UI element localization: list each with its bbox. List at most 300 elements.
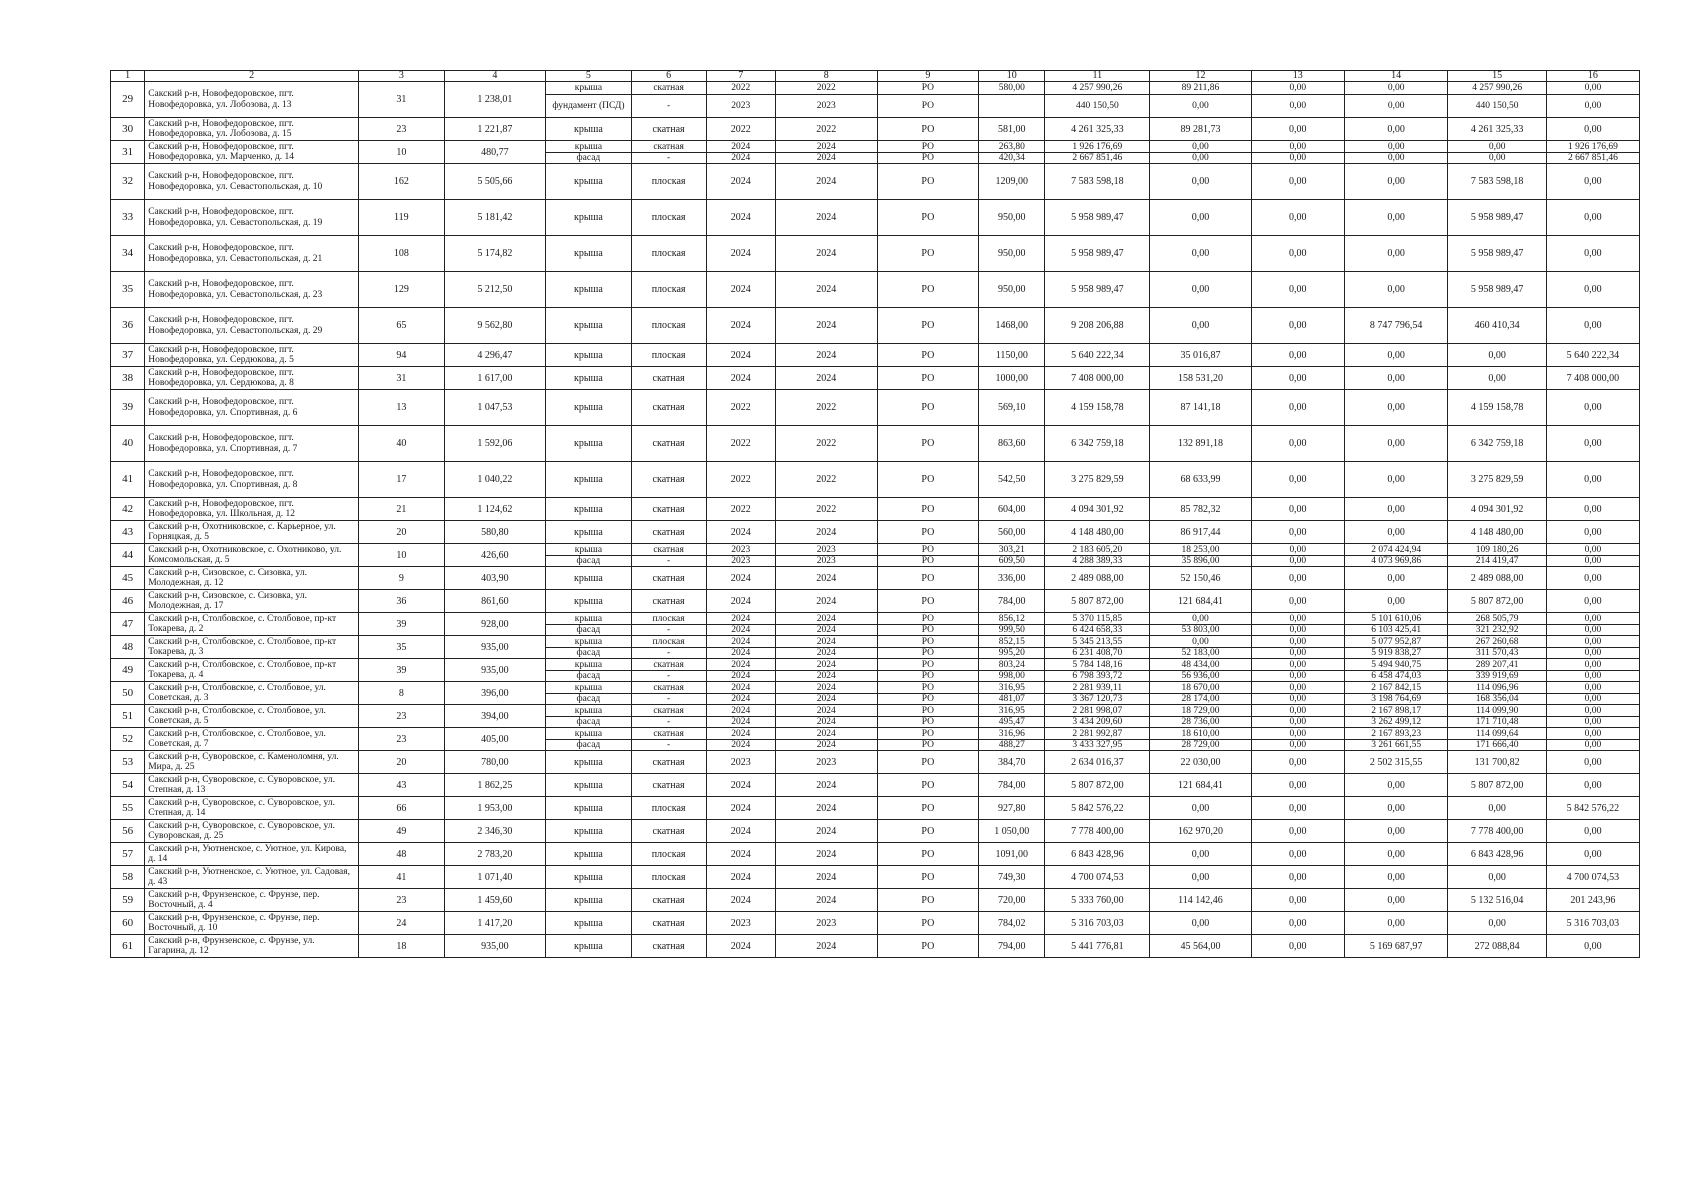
value-cell-c5: крыша [546,390,632,426]
value-cell-c5: крыша [546,935,632,958]
value-cell-c16: 5 640 222,34 [1546,344,1639,367]
value-cell-c9: РО [877,164,979,200]
value-cell-c11: 5 333 760,00 [1045,889,1150,912]
table-row [111,866,1640,889]
value-cell-c6: плоская [631,200,706,236]
value-cell-c15: 339 919,69 [1448,671,1546,682]
address-cell: Сакский р-н, Охотниковское, с. Карьерное, ул. Горняцкая, д. 5 [145,521,359,544]
value-cell-c5: крыша [546,912,632,935]
value-cell-c6: скатная [631,367,706,390]
value-cell-c14: 2 502 315,55 [1344,751,1448,774]
area-cell: 1 071,40 [444,866,546,889]
value-cell-c13: 0,00 [1251,82,1344,95]
value-cell-c7: 2024 [706,740,776,751]
value-cell-c11: 5 640 222,34 [1045,344,1150,367]
area-cell: 9 562,80 [444,308,546,344]
value-cell-c6: плоская [631,236,706,272]
value-cell-c15: 0,00 [1448,912,1546,935]
value-cell-c8: 2023 [776,751,878,774]
value-cell-c9: РО [877,236,979,272]
area-cell: 1 953,00 [444,797,546,820]
value-cell-c8: 2024 [776,774,878,797]
value-cell-c16: 1 926 176,69 [1546,141,1639,153]
value-cell-c8: 2022 [776,426,878,462]
value-cell-c10: 784,00 [979,774,1045,797]
value-cell-c10: 852,15 [979,636,1045,648]
value-cell-c12: 0,00 [1150,153,1252,164]
table-row [111,82,1640,95]
area-cell: 928,00 [444,613,546,636]
value-cell-c14: 0,00 [1344,462,1448,498]
value-cell-c14: 0,00 [1344,153,1448,164]
value-cell-c14: 0,00 [1344,367,1448,390]
value-cell-c7: 2023 [706,95,776,118]
value-cell-c7: 2024 [706,625,776,636]
value-cell-c6: скатная [631,567,706,590]
value-cell-c10: 604,00 [979,498,1045,521]
value-cell-c16: 0,00 [1546,308,1639,344]
area-cell: 1 617,00 [444,367,546,390]
value-cell-c7: 2024 [706,236,776,272]
value-cell-c16: 0,00 [1546,590,1639,613]
apartments-count-cell: 8 [359,682,445,705]
table-row [111,567,1640,590]
value-cell-c14: 0,00 [1344,590,1448,613]
value-cell-c7: 2024 [706,590,776,613]
area-cell: 1 047,53 [444,390,546,426]
value-cell-c15: 440 150,50 [1448,95,1546,118]
area-cell: 580,80 [444,521,546,544]
value-cell-c7: 2024 [706,344,776,367]
value-cell-c15: 109 180,26 [1448,544,1546,556]
address-cell: Сакский р-н, Новофедоровское, пгт. Новофедоровка, ул. Севастопольская, д. 10 [145,164,359,200]
value-cell-c9: РО [877,636,979,648]
row-number-cell: 52 [111,728,145,751]
value-cell-c9: РО [877,521,979,544]
value-cell-c16: 0,00 [1546,648,1639,659]
value-cell-c9: РО [877,390,979,426]
apartments-count-cell: 20 [359,751,445,774]
value-cell-c5: фасад [546,556,632,567]
value-cell-c6: - [631,556,706,567]
address-cell: Сакский р-н, Новофедоровское, пгт. Новофедоровка, ул. Сердюкова, д. 8 [145,367,359,390]
document-sheet [110,70,1640,958]
value-cell-c12: 0,00 [1150,912,1252,935]
value-cell-c15: 0,00 [1448,866,1546,889]
value-cell-c6: скатная [631,659,706,671]
value-cell-c15: 6 342 759,18 [1448,426,1546,462]
apartments-count-cell: 21 [359,498,445,521]
apartments-count-cell: 66 [359,797,445,820]
value-cell-c13: 0,00 [1251,118,1344,141]
value-cell-c11: 5 807 872,00 [1045,590,1150,613]
value-cell-c5: крыша [546,118,632,141]
value-cell-c10: 316,96 [979,728,1045,740]
value-cell-c14: 5 077 952,87 [1344,636,1448,648]
value-cell-c11: 6 843 428,96 [1045,843,1150,866]
value-cell-c11: 5 316 703,03 [1045,912,1150,935]
value-cell-c10: 263,80 [979,141,1045,153]
value-cell-c7: 2024 [706,308,776,344]
value-cell-c12: 45 564,00 [1150,935,1252,958]
value-cell-c5: крыша [546,236,632,272]
value-cell-c15: 114 099,64 [1448,728,1546,740]
value-cell-c15: 4 148 480,00 [1448,521,1546,544]
value-cell-c11: 1 926 176,69 [1045,141,1150,153]
value-cell-c8: 2024 [776,521,878,544]
value-cell-c10: 749,30 [979,866,1045,889]
row-number-cell: 45 [111,567,145,590]
value-cell-c16: 0,00 [1546,774,1639,797]
value-cell-c15: 7 778 400,00 [1448,820,1546,843]
value-cell-c5: крыша [546,82,632,95]
table-row [111,164,1640,200]
value-cell-c9: РО [877,820,979,843]
value-cell-c13: 0,00 [1251,717,1344,728]
row-number-cell: 42 [111,498,145,521]
value-cell-c11: 5 370 115,85 [1045,613,1150,625]
value-cell-c11: 5 441 776,81 [1045,935,1150,958]
area-cell: 861,60 [444,590,546,613]
value-cell-c12: 0,00 [1150,272,1252,308]
value-cell-c14: 0,00 [1344,498,1448,521]
value-cell-c16: 0,00 [1546,935,1639,958]
value-cell-c12: 18 253,00 [1150,544,1252,556]
value-cell-c14: 2 167 898,17 [1344,705,1448,717]
value-cell-c10: 569,10 [979,390,1045,426]
value-cell-c14: 0,00 [1344,820,1448,843]
value-cell-c7: 2024 [706,200,776,236]
value-cell-c15: 460 410,34 [1448,308,1546,344]
value-cell-c6: плоская [631,797,706,820]
value-cell-c11: 4 288 389,33 [1045,556,1150,567]
value-cell-c14: 2 167 893,23 [1344,728,1448,740]
value-cell-c7: 2022 [706,426,776,462]
value-cell-c13: 0,00 [1251,153,1344,164]
apartments-count-cell: 41 [359,866,445,889]
value-cell-c8: 2024 [776,682,878,694]
value-cell-c9: РО [877,153,979,164]
value-cell-c9: РО [877,671,979,682]
value-cell-c9: РО [877,118,979,141]
value-cell-c13: 0,00 [1251,659,1344,671]
apartments-count-cell: 10 [359,544,445,567]
value-cell-c14: 0,00 [1344,797,1448,820]
area-cell: 426,60 [444,544,546,567]
table-row [111,544,1640,556]
row-number-cell: 38 [111,367,145,390]
value-cell-c5: крыша [546,751,632,774]
value-cell-c10: 927,80 [979,797,1045,820]
address-cell: Сакский р-н, Уютненское, с. Уютное, ул. Кирова, д. 14 [145,843,359,866]
value-cell-c5: крыша [546,728,632,740]
value-cell-c13: 0,00 [1251,498,1344,521]
value-cell-c12: 89 281,73 [1150,118,1252,141]
row-number-cell: 32 [111,164,145,200]
value-cell-c7: 2024 [706,272,776,308]
value-cell-c16: 0,00 [1546,462,1639,498]
apartments-count-cell: 13 [359,390,445,426]
value-cell-c15: 289 207,41 [1448,659,1546,671]
address-cell: Сакский р-н, Уютненское, с. Уютное, ул. Садовая, д. 43 [145,866,359,889]
value-cell-c8: 2024 [776,200,878,236]
value-cell-c13: 0,00 [1251,866,1344,889]
value-cell-c9: РО [877,728,979,740]
value-cell-c11: 6 231 408,70 [1045,648,1150,659]
address-cell: Сакский р-н, Сизовское, с. Сизовка, ул. Молодежная, д. 12 [145,567,359,590]
row-number-cell: 46 [111,590,145,613]
value-cell-c12: 158 531,20 [1150,367,1252,390]
value-cell-c7: 2023 [706,544,776,556]
value-cell-c10: 420,34 [979,153,1045,164]
value-cell-c11: 4 257 990,26 [1045,82,1150,95]
value-cell-c6: скатная [631,426,706,462]
value-cell-c7: 2024 [706,521,776,544]
value-cell-c11: 5 958 989,47 [1045,236,1150,272]
table-row [111,774,1640,797]
value-cell-c5: крыша [546,843,632,866]
value-cell-c14: 0,00 [1344,912,1448,935]
value-cell-c14: 2 167 842,15 [1344,682,1448,694]
value-cell-c9: РО [877,740,979,751]
value-cell-c8: 2024 [776,613,878,625]
value-cell-c5: фасад [546,625,632,636]
address-cell: Сакский р-н, Столбовское, с. Столбовое, ул. Советская, д. 7 [145,728,359,751]
value-cell-c9: РО [877,751,979,774]
value-cell-c12: 0,00 [1150,200,1252,236]
header-cell: 5 [546,71,632,82]
value-cell-c13: 0,00 [1251,751,1344,774]
address-cell: Сакский р-н, Фрунзенское, с. Фрунзе, пер. Восточный, д. 10 [145,912,359,935]
value-cell-c16: 0,00 [1546,521,1639,544]
row-number-cell: 56 [111,820,145,843]
header-cell: 8 [776,71,878,82]
value-cell-c11: 4 148 480,00 [1045,521,1150,544]
value-cell-c11: 4 094 301,92 [1045,498,1150,521]
value-cell-c9: РО [877,694,979,705]
value-cell-c11: 2 667 851,46 [1045,153,1150,164]
value-cell-c5: крыша [546,659,632,671]
value-cell-c10: 1 050,00 [979,820,1045,843]
value-cell-c6: плоская [631,613,706,625]
value-cell-c7: 2024 [706,682,776,694]
value-cell-c10: 794,00 [979,935,1045,958]
apartments-count-cell: 40 [359,426,445,462]
value-cell-c13: 0,00 [1251,889,1344,912]
value-cell-c5: крыша [546,498,632,521]
address-cell: Сакский р-н, Столбовское, с. Столбовое, пр-кт Токарева, д. 4 [145,659,359,682]
header-cell: 11 [1045,71,1150,82]
value-cell-c10: 560,00 [979,521,1045,544]
value-cell-c16: 0,00 [1546,820,1639,843]
value-cell-c7: 2022 [706,498,776,521]
row-number-cell: 54 [111,774,145,797]
table-row [111,521,1640,544]
value-cell-c10: 581,00 [979,118,1045,141]
value-cell-c8: 2024 [776,625,878,636]
value-cell-c5: фасад [546,717,632,728]
value-cell-c15: 114 096,96 [1448,682,1546,694]
value-cell-c6: скатная [631,82,706,95]
value-cell-c15: 0,00 [1448,344,1546,367]
value-cell-c10: 803,24 [979,659,1045,671]
value-cell-c12: 0,00 [1150,866,1252,889]
value-cell-c9: РО [877,498,979,521]
value-cell-c16: 5 842 576,22 [1546,797,1639,820]
table-row [111,118,1640,141]
value-cell-c11: 4 700 074,53 [1045,866,1150,889]
table-row [111,728,1640,740]
value-cell-c8: 2024 [776,308,878,344]
value-cell-c11: 4 159 158,78 [1045,390,1150,426]
value-cell-c15: 4 094 301,92 [1448,498,1546,521]
value-cell-c9: РО [877,141,979,153]
value-cell-c9: РО [877,866,979,889]
value-cell-c7: 2024 [706,671,776,682]
value-cell-c14: 0,00 [1344,390,1448,426]
value-cell-c11: 5 958 989,47 [1045,200,1150,236]
apartments-count-cell: 9 [359,567,445,590]
value-cell-c15: 5 958 989,47 [1448,272,1546,308]
value-cell-c16: 0,00 [1546,625,1639,636]
address-cell: Сакский р-н, Столбовское, с. Столбовое, пр-кт Токарева, д. 3 [145,636,359,659]
value-cell-c6: - [631,694,706,705]
value-cell-c12: 52 183,00 [1150,648,1252,659]
value-cell-c10: 488,27 [979,740,1045,751]
value-cell-c12: 0,00 [1150,95,1252,118]
value-cell-c15: 5 807 872,00 [1448,774,1546,797]
value-cell-c14: 0,00 [1344,889,1448,912]
area-cell: 5 174,82 [444,236,546,272]
value-cell-c9: РО [877,912,979,935]
row-number-cell: 53 [111,751,145,774]
value-cell-c10: 950,00 [979,200,1045,236]
value-cell-c13: 0,00 [1251,774,1344,797]
value-cell-c13: 0,00 [1251,694,1344,705]
value-cell-c11: 3 433 327,95 [1045,740,1150,751]
value-cell-c8: 2024 [776,659,878,671]
value-cell-c12: 56 936,00 [1150,671,1252,682]
value-cell-c12: 28 174,00 [1150,694,1252,705]
value-cell-c16: 0,00 [1546,567,1639,590]
value-cell-c16: 0,00 [1546,390,1639,426]
value-cell-c13: 0,00 [1251,935,1344,958]
value-cell-c13: 0,00 [1251,521,1344,544]
value-cell-c7: 2024 [706,141,776,153]
value-cell-c12: 18 670,00 [1150,682,1252,694]
value-cell-c8: 2024 [776,728,878,740]
value-cell-c5: фундамент (ПСД) [546,95,632,118]
value-cell-c11: 5 784 148,16 [1045,659,1150,671]
apartments-count-cell: 48 [359,843,445,866]
address-cell: Сакский р-н, Новофедоровское, пгт. Новофедоровка, ул. Марченко, д. 14 [145,141,359,164]
value-cell-c15: 214 419,47 [1448,556,1546,567]
value-cell-c7: 2024 [706,797,776,820]
value-cell-c9: РО [877,200,979,236]
value-cell-c16: 2 667 851,46 [1546,153,1639,164]
row-number-cell: 49 [111,659,145,682]
value-cell-c5: крыша [546,682,632,694]
value-cell-c10: 1091,00 [979,843,1045,866]
value-cell-c9: РО [877,797,979,820]
value-cell-c16: 0,00 [1546,200,1639,236]
header-cell: 7 [706,71,776,82]
value-cell-c9: РО [877,625,979,636]
row-number-cell: 58 [111,866,145,889]
value-cell-c13: 0,00 [1251,797,1344,820]
value-cell-c5: крыша [546,462,632,498]
value-cell-c9: РО [877,556,979,567]
value-cell-c14: 0,00 [1344,567,1448,590]
header-cell: 9 [877,71,979,82]
row-number-cell: 35 [111,272,145,308]
value-cell-c9: РО [877,613,979,625]
value-cell-c15: 0,00 [1448,367,1546,390]
apartments-count-cell: 24 [359,912,445,935]
value-cell-c5: крыша [546,141,632,153]
value-cell-c5: крыша [546,705,632,717]
table-row [111,236,1640,272]
value-cell-c7: 2024 [706,367,776,390]
value-cell-c12: 0,00 [1150,164,1252,200]
value-cell-c10: 950,00 [979,236,1045,272]
value-cell-c14: 0,00 [1344,866,1448,889]
table-row [111,912,1640,935]
value-cell-c9: РО [877,95,979,118]
value-cell-c13: 0,00 [1251,843,1344,866]
value-cell-c6: скатная [631,118,706,141]
address-cell: Сакский р-н, Охотниковское, с. Охотниково, ул. Комсомольская, д. 5 [145,544,359,567]
value-cell-c9: РО [877,344,979,367]
value-cell-c11: 7 583 598,18 [1045,164,1150,200]
value-cell-c5: фасад [546,648,632,659]
value-cell-c12: 85 782,32 [1150,498,1252,521]
value-cell-c16: 0,00 [1546,544,1639,556]
value-cell-c5: крыша [546,367,632,390]
value-cell-c15: 4 257 990,26 [1448,82,1546,95]
address-cell: Сакский р-н, Новофедоровское, пгт. Новофедоровка, ул. Севастопольская, д. 29 [145,308,359,344]
table-row [111,308,1640,344]
value-cell-c7: 2024 [706,820,776,843]
address-cell: Сакский р-н, Столбовское, с. Столбовое, пр-кт Токарева, д. 2 [145,613,359,636]
value-cell-c5: фасад [546,153,632,164]
value-cell-c13: 0,00 [1251,740,1344,751]
value-cell-c8: 2024 [776,164,878,200]
value-cell-c13: 0,00 [1251,462,1344,498]
value-cell-c9: РО [877,544,979,556]
row-number-cell: 39 [111,390,145,426]
value-cell-c8: 2024 [776,141,878,153]
apartments-count-cell: 23 [359,118,445,141]
value-cell-c13: 0,00 [1251,236,1344,272]
value-cell-c9: РО [877,82,979,95]
header-cell: 2 [145,71,359,82]
value-cell-c10: 999,50 [979,625,1045,636]
value-cell-c10: 495,47 [979,717,1045,728]
value-cell-c10: 384,70 [979,751,1045,774]
area-cell: 2 346,30 [444,820,546,843]
value-cell-c13: 0,00 [1251,200,1344,236]
value-cell-c10: 784,00 [979,590,1045,613]
value-cell-c11: 9 208 206,88 [1045,308,1150,344]
value-cell-c9: РО [877,682,979,694]
value-cell-c8: 2023 [776,95,878,118]
value-cell-c5: крыша [546,889,632,912]
value-cell-c10: 1209,00 [979,164,1045,200]
value-cell-c7: 2024 [706,648,776,659]
value-cell-c16: 5 316 703,03 [1546,912,1639,935]
value-cell-c12: 52 150,46 [1150,567,1252,590]
